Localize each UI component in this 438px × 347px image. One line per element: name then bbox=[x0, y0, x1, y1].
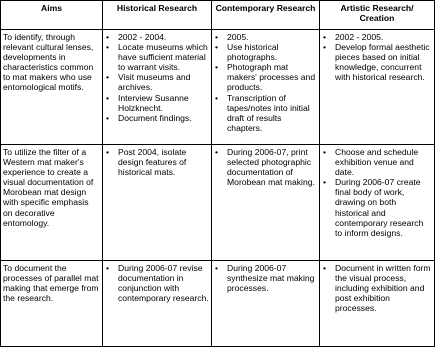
historical-cell bbox=[103, 145, 212, 261]
bullet-icon: • bbox=[215, 42, 219, 53]
bullet-text: During 2006-07 synthesize mat making processes. bbox=[227, 263, 315, 294]
bullet-icon: • bbox=[106, 72, 110, 83]
bullet-text: 2002 - 2005. bbox=[335, 32, 384, 42]
bullet-text: Document findings. bbox=[118, 112, 192, 123]
bullet-icon: • bbox=[106, 112, 110, 123]
bullet-text: Visit museums and archives. bbox=[118, 72, 191, 93]
artistic-cell bbox=[320, 261, 435, 347]
bullet-item bbox=[105, 263, 209, 303]
bullet-list bbox=[322, 32, 432, 82]
table-header-row bbox=[1, 1, 435, 30]
bullet-list bbox=[214, 147, 317, 187]
bullet-item bbox=[105, 113, 209, 123]
header-contemporary-research: Contemporary Research bbox=[212, 1, 320, 30]
bullet-text: During 2006-07, print selected photographic documentation of Morobean mat making. bbox=[227, 147, 315, 188]
header-aims: Aims bbox=[1, 1, 103, 30]
bullet-icon: • bbox=[106, 42, 110, 53]
bullet-text: During 2006-07 revise documentation in conjunction with contemporary research. bbox=[118, 263, 209, 304]
contemporary-cell bbox=[212, 261, 320, 347]
table-row bbox=[1, 30, 435, 145]
aim-cell: To document the processes of parallel mat making that emerge from the research. bbox=[1, 261, 103, 347]
bullet-icon: • bbox=[215, 32, 219, 42]
historical-cell bbox=[103, 261, 212, 347]
aim-cell: To utilize the filter of a Western mat maker's experience to create a visual documentation of Morobean mat design with specific emphasis on decorative entomology. bbox=[1, 145, 103, 261]
bullet-item bbox=[214, 263, 317, 293]
bullet-icon: • bbox=[106, 147, 110, 157]
bullet-item bbox=[105, 93, 209, 113]
bullet-item bbox=[105, 32, 209, 42]
bullet-item bbox=[105, 42, 209, 72]
bullet-text: Use historical photographs. bbox=[227, 42, 279, 63]
artistic-cell bbox=[320, 30, 435, 145]
bullet-item bbox=[105, 147, 209, 177]
bullet-icon: • bbox=[106, 263, 110, 273]
bullet-text: Develop formal aesthetic pieces based on initial knowledge, concurrent with historical research. bbox=[335, 42, 430, 83]
bullet-icon: • bbox=[323, 42, 327, 53]
bullet-item bbox=[322, 177, 432, 238]
bullet-icon: • bbox=[215, 62, 219, 73]
bullet-text: Interview Susanne Holzknecht. bbox=[118, 92, 189, 113]
bullet-icon: • bbox=[323, 32, 327, 42]
bullet-icon: • bbox=[215, 263, 219, 273]
aim-cell: To identify, through relevant cultural lenses, developments in characteristics common to mat makers who use entomological motifs. bbox=[1, 30, 103, 145]
bullet-item bbox=[214, 32, 317, 42]
bullet-text: Choose and schedule exhibition venue and date. bbox=[335, 147, 419, 178]
bullet-text: Post 2004, isolate design features of historical mats. bbox=[118, 147, 187, 178]
historical-cell bbox=[103, 30, 212, 145]
bullet-item bbox=[322, 32, 432, 42]
bullet-text: Locate museums which have sufficient material to warrant visits. bbox=[118, 42, 208, 73]
table-row bbox=[1, 145, 435, 261]
bullet-list bbox=[105, 147, 209, 177]
bullet-icon: • bbox=[323, 177, 327, 188]
bullet-text: 2002 - 2004. bbox=[118, 32, 167, 42]
bullet-list bbox=[105, 263, 209, 303]
bullet-list bbox=[214, 263, 317, 293]
table-row bbox=[1, 261, 435, 347]
bullet-item bbox=[105, 72, 209, 92]
bullet-list bbox=[105, 32, 209, 123]
contemporary-cell bbox=[212, 30, 320, 145]
bullet-text: During 2006-07 create final body of work, drawing on both historical and contemporary research to inform designs. bbox=[335, 177, 424, 238]
bullet-text: 2005. bbox=[227, 32, 249, 42]
header-historical-research: Historical Research bbox=[103, 1, 212, 30]
bullet-item bbox=[214, 147, 317, 187]
bullet-item bbox=[322, 42, 432, 82]
bullet-item bbox=[214, 93, 317, 133]
bullet-list bbox=[214, 32, 317, 133]
bullet-list bbox=[322, 147, 432, 238]
bullet-icon: • bbox=[323, 147, 327, 157]
bullet-icon: • bbox=[106, 92, 110, 103]
bullet-icon: • bbox=[106, 32, 110, 42]
artistic-cell bbox=[320, 145, 435, 261]
bullet-text: Photograph mat makers' processes and products. bbox=[227, 62, 316, 93]
bullet-text: Transcription of tapes/notes into initial draft of results chapters. bbox=[227, 92, 310, 133]
bullet-icon: • bbox=[323, 263, 327, 273]
bullet-item bbox=[322, 147, 432, 177]
contemporary-cell bbox=[212, 145, 320, 261]
bullet-text: Document in written form the visual process, including exhibition and post exhibition processes. bbox=[335, 263, 431, 314]
bullet-item bbox=[214, 42, 317, 62]
header-artistic-research: Artistic Research/ Creation bbox=[320, 1, 435, 30]
bullet-icon: • bbox=[215, 92, 219, 103]
bullet-item bbox=[322, 263, 432, 313]
bullet-list bbox=[322, 263, 432, 313]
bullet-icon: • bbox=[215, 147, 219, 157]
bullet-item bbox=[214, 62, 317, 92]
